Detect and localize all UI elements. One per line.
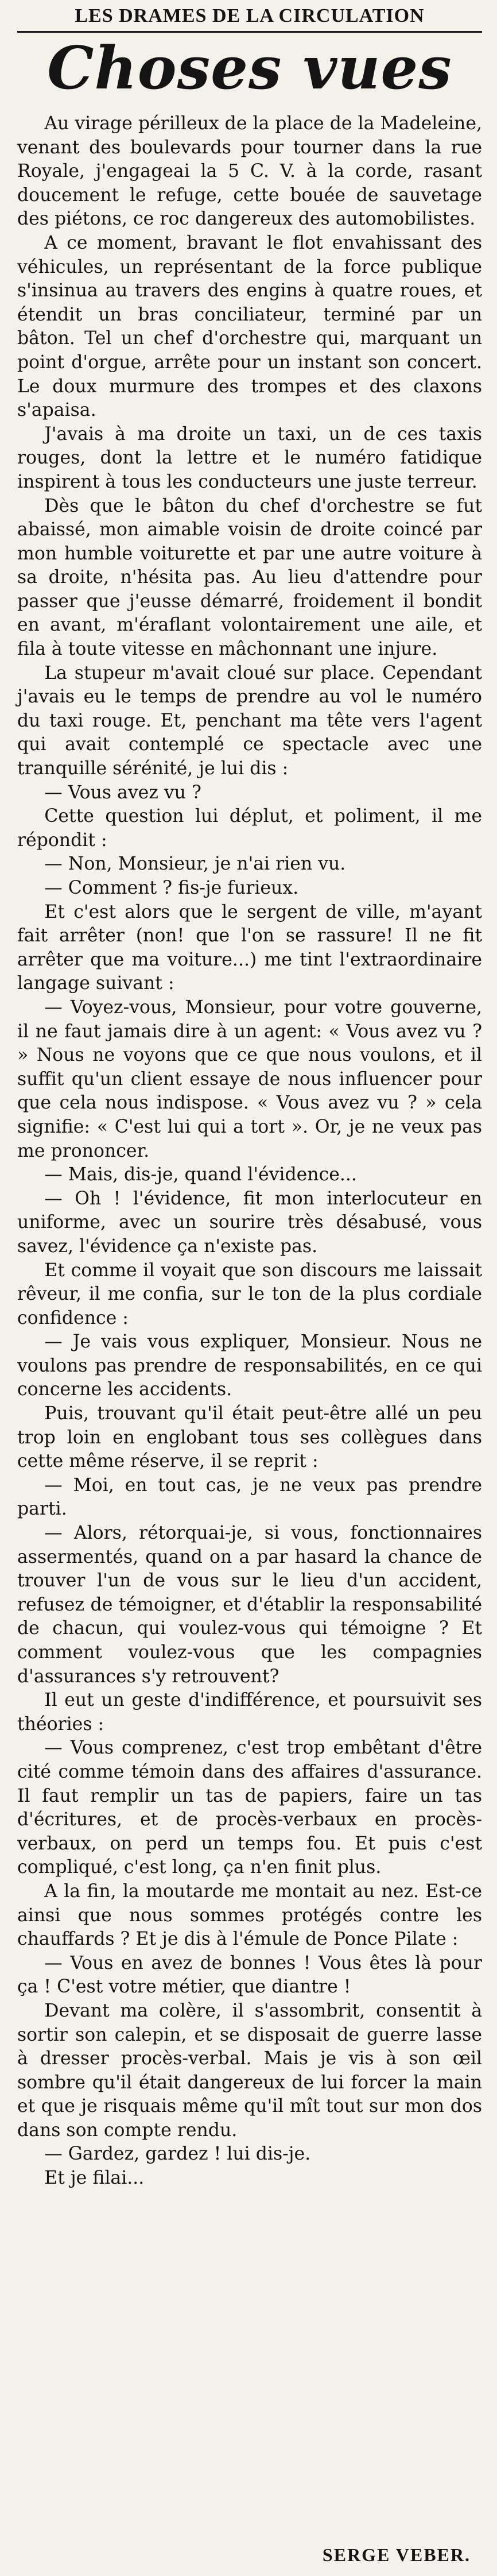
rubric-heading: LES DRAMES DE LA CIRCULATION: [75, 5, 425, 26]
rubric-rule: [17, 31, 482, 33]
paragraph: La stupeur m'avait cloué sur place. Cependant j'avais eu le temps de prendre au vol le numéro du taxi rouge. Et, penchant ma tête vers l'agent qui avait contemplé ce spectacle avec une tranquille sérénité, je lui dis :: [17, 662, 482, 779]
dialogue-line: — Vous avez vu ?: [44, 782, 201, 803]
dialogue-line: — Gardez, gardez ! lui dis-je.: [44, 2144, 311, 2165]
paragraph: Et je filai...: [44, 2168, 145, 2189]
paragraph: Et c'est alors que le sergent de ville, m'ayant fait arrêter (non! que l'on se rassure! Il ne fit arrêter que ma voiture...) me tint l'extraordinaire langage suivant :: [17, 901, 482, 994]
paragraph: Puis, trouvant qu'il était peut-être allé un peu trop loin en englobant tous ses collègues dans cette même réserve, il se reprit :: [17, 1403, 482, 1472]
dialogue-line: — Alors, rétorquai-je, si vous, fonctionnaires assermentés, quand on a par hasard la chance de trouver l'un de vous sur le lieu d'un accident, refusez de témoigner, et d'établir la responsabilité de chacun, qui voulez-vous qui témoigne ? Et comment voulez-vous que les compagnies d'assurances s'y retrouvent?: [17, 1523, 482, 1687]
paragraph: J'avais à ma droite un taxi, un de ces taxis rouges, dont la lettre et le numéro fatidique inspirent à tous les conducteurs une juste terreur.: [17, 423, 482, 492]
dialogue-line: — Je vais vous expliquer, Monsieur. Nous ne voulons pas prendre de responsabilités, en ce qui concerne les accidents.: [17, 1331, 482, 1400]
paragraph: Dès que le bâton du chef d'orchestre se fut abaissé, mon aimable voisin de droite coincé par mon humble voiturette et par une autre voiture à sa droite, n'hésita pas. Au lieu d'attendre pour passer que j'eusse démarré, froidement il bondit en avant, m'éraflant volontairement une aile, et fila à toute vitesse en mâchonnant une injure.: [17, 495, 482, 660]
dialogue-line: — Vous comprenez, c'est trop embêtant d'être cité comme témoin dans des affaires d'assurance. Il faut remplir un tas de papiers, faire un tas d'écritures, et de procès-verbaux en procès-verbaux, on perd un temps fou. Et puis c'est compliqué, c'est long, ça n'en finit plus.: [17, 1737, 482, 1878]
article-title: Choses vues: [47, 34, 452, 103]
dialogue-line: — Non, Monsieur, je n'ai rien vu.: [44, 853, 346, 875]
paragraph: Et comme il voyait que son discours me laissait rêveur, il me confia, sur le ton de la plus cordiale confidence :: [17, 1260, 482, 1328]
dialogue-line: — Moi, en tout cas, je ne veux pas prendre parti.: [17, 1474, 482, 1520]
dialogue-line: — Voyez-vous, Monsieur, pour votre gouverne, il ne faut jamais dire à un agent: « Vous avez vu ? » Nous ne voyons que ce que nous voulons, et il suffit qu'un client essaye de nous influencer pour que cela nous indispose. « Vous avez vu ? » cela signifie: « C'est lui qui a tort ». Or, je ne veux pas me prononcer.: [17, 997, 482, 1161]
paragraph: Il eut un geste d'indifférence, et poursuivit ses théories :: [17, 1690, 482, 1735]
dialogue-line: — Oh ! l'évidence, fit mon interlocuteur en uniforme, avec un sourire très désabusé, vous savez, l'évidence ça n'existe pas.: [17, 1188, 482, 1257]
dialogue-line: — Comment ? fis-je furieux.: [44, 878, 299, 898]
paragraph: Devant ma colère, il s'assombrit, consentit à sortir son calepin, et se disposait de guerre lasse à dresser procès-verbal. Mais je vis à son œil sombre qu'il était dangereux de lui forcer la main et que je risquais même qu'il mît tout sur mon dos dans son compte rendu.: [17, 2000, 482, 2141]
article-body: [17, 112, 482, 2191]
paragraph: Au virage périlleux de la place de la Madeleine, venant des boulevards pour tourner dans la rue Royale, j'engageai la 5 C. V. à la corde, rasant doucement le refuge, cette bouée de sauvetage des piétons, ce roc dangereux des automobilistes.: [17, 113, 482, 230]
dialogue-line: — Mais, dis-je, quand l'évidence...: [44, 1164, 357, 1185]
author-signature: SERGE VEBER.: [322, 2544, 471, 2565]
dialogue-line: — Vous en avez de bonnes ! Vous êtes là pour ça ! C'est votre métier, que diantre !: [17, 1952, 482, 1998]
paragraph: A la fin, la moutarde me montait au nez. Est-ce ainsi que nous sommes protégés contre les chauffards ? Et je dis à l'émule de Ponce Pilate :: [17, 1880, 482, 1950]
paragraph: A ce moment, bravant le flot envahissant des véhicules, un représentant de la force publique s'insinua au travers des engins à quatre roues, et étendit un bras conciliateur, terminé par un bâton. Tel un chef d'orchestre qui, marquant un point d'orgue, arrête pour un instant son concert. Le doux murmure des trompes et des claxons s'apaisa.: [17, 232, 482, 421]
paragraph: Cette question lui déplut, et poliment, il me répondit :: [17, 806, 482, 851]
